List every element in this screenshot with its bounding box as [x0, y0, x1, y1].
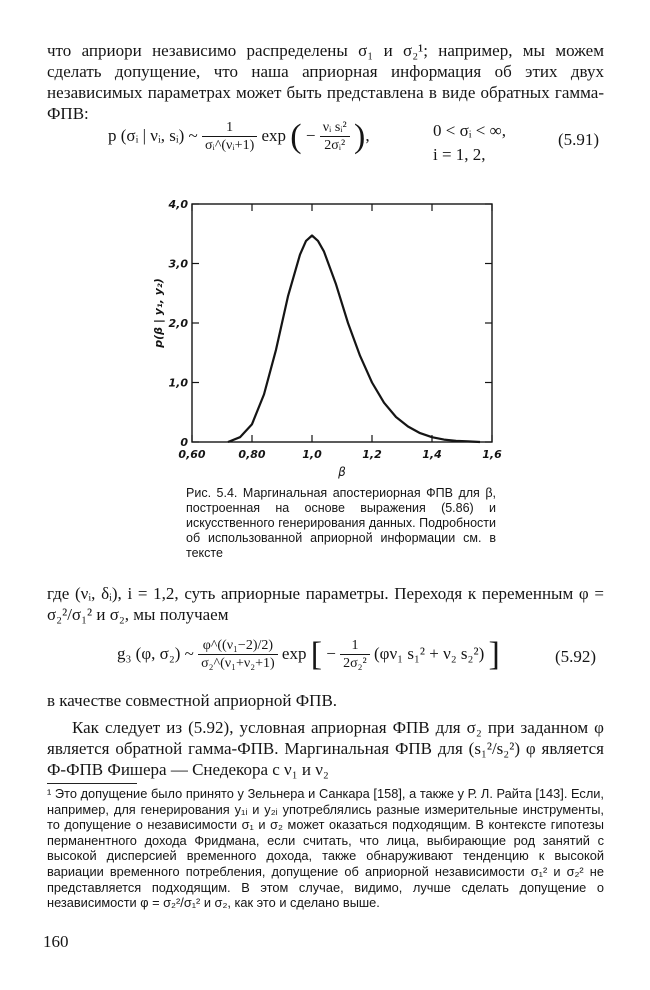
eq591-number: (5.91) — [558, 130, 600, 149]
eq591-inner-den: 2σᵢ² — [324, 138, 346, 153]
y-tick-label: 0 — [180, 436, 188, 449]
x-tick-label: 1,4 — [422, 448, 442, 461]
plot-frame — [192, 204, 492, 442]
paragraph-joint: в качестве совместной априорной ФПВ. — [47, 691, 338, 710]
density-curve — [228, 236, 480, 443]
page-number: 160 — [43, 932, 69, 951]
eq591-exp: exp — [261, 125, 287, 145]
eq591-frac-den: σᵢ^(νᵢ+1) — [204, 138, 255, 153]
y-axis-label: p(β | y₁, y₂) — [152, 278, 165, 348]
eq592-fraction — [198, 637, 278, 673]
equation-5-92: g₃ (φ, σ₂) ~ $\frac{\text{φ\textasciicircum{}((ν₁−2)/2)}}{\text{σ₂\textasciicircum{}(ν₁+ν₂+1)}}$ exp [ − $\frac{1}{\text{2σ₂²}}$ (φν₁ s₁² + ν₂ s₂²) ] — [117, 636, 500, 673]
footnote: ¹ Это допущение было принято у Зельнера и Санкара [158], а также у Р. Л. Райта [143]. Если, например, для генерирования y₁ᵢ и y₂ᵢ употреблялись разные измерительные инструменты, то допущение о независимости σ₁ и σ₂ может оказаться подходящим. В контексте гипотезы перманентного дохода Фридмана, если считать, что лица, выбирающие род занятий с высокой дисперсией временного дохода, также обнаруживают тенденцию к высокой вариации временного потребления, допущение об априорной независимости σ₁² и σ₂² не представляется подходящим. В этом случае, видимо, лучше сделать допущение о независимости φ = σ₂²/σ₁² и σ₂, как это и сделано выше. — [47, 786, 604, 911]
figure-caption: Рис. 5.4. Маргинальная апостериорная ФПВ для β, построенная на основе выражения (5.86) и искусственного генерирования данных. Подробности об использованной априорной информации см. в тексте — [186, 486, 496, 560]
eq592-inner-den: 2σ₂² — [343, 656, 367, 671]
equation-5-91: p (σᵢ | νᵢ, sᵢ) ~ $\frac{1}{\text{σᵢ\textasciicircum{}(νᵢ+1)}}$ exp ( − $\frac{\text{νᵢ sᵢ²}}{\text{2σᵢ²}}$ ), — [108, 118, 370, 155]
x-tick-label: 0,60 — [178, 448, 206, 461]
paragraph-parameters: где (νᵢ, δᵢ), i = 1,2, суть априорные параметры. Переходя к переменным φ = σ₂²/σ₁² и σ₂, мы получаем — [47, 584, 604, 624]
x-tick-label: 1,0 — [302, 448, 322, 461]
eq591-inner-num: νᵢ sᵢ² — [320, 119, 350, 137]
eq592-lhs: g₃ (φ, σ₂) ~ — [117, 643, 194, 663]
eq592-inner-num: 1 — [340, 637, 370, 655]
eq592-exp: exp — [281, 643, 307, 663]
eq591-fraction — [202, 119, 257, 155]
y-tick-label: 1,0 — [168, 376, 188, 390]
x-axis-label: β — [338, 465, 346, 479]
eq591-lhs: p (σᵢ | νᵢ, sᵢ) ~ — [108, 125, 198, 145]
eq591-cond2: i = 1, 2, — [433, 145, 486, 164]
eq592-number: (5.92) — [555, 647, 597, 666]
eq591-cond1: 0 < σᵢ < ∞, — [433, 121, 506, 140]
y-tick-label: 2,0 — [168, 317, 188, 330]
y-tick-label: 4,0 — [168, 198, 188, 211]
y-tick-label: 3,0 — [168, 257, 188, 271]
eq591-frac-num: 1 — [202, 119, 257, 137]
density-chart — [150, 192, 510, 482]
x-tick-label: 1,2 — [362, 448, 382, 461]
x-tick-label: 1,6 — [482, 448, 502, 461]
x-tick-label: 0,80 — [238, 448, 266, 461]
footnote-rule — [47, 783, 137, 784]
eq592-inner-rest: (φν₁ s₁² + ν₂ s₂²) — [374, 643, 485, 663]
paragraph-intro: что априори независимо распределены σ₁ и σ₂¹; например, мы можем сделать допущение, что наша априорная информация об этих двух независимых параметрах может быть представлена в виде обратных гамма-ФПВ: — [47, 41, 604, 123]
eq592-inner-fraction — [340, 637, 370, 673]
eq592-frac-num: φ^((ν₁−2)/2) — [198, 637, 278, 655]
paragraph-conditional: Как следует из (5.92), условная априорная ФПВ для σ₂ при заданном φ является обратной гамма-ФПВ. Маргинальная ФПВ для (s₁²/s₂²) φ является Ф-ФПВ Фишера — Снедекора с ν₁ и ν₂ — [47, 718, 604, 779]
eq591-inner-fraction — [320, 119, 350, 155]
eq592-frac-den: σ₂^(ν₁+ν₂+1) — [201, 656, 275, 671]
